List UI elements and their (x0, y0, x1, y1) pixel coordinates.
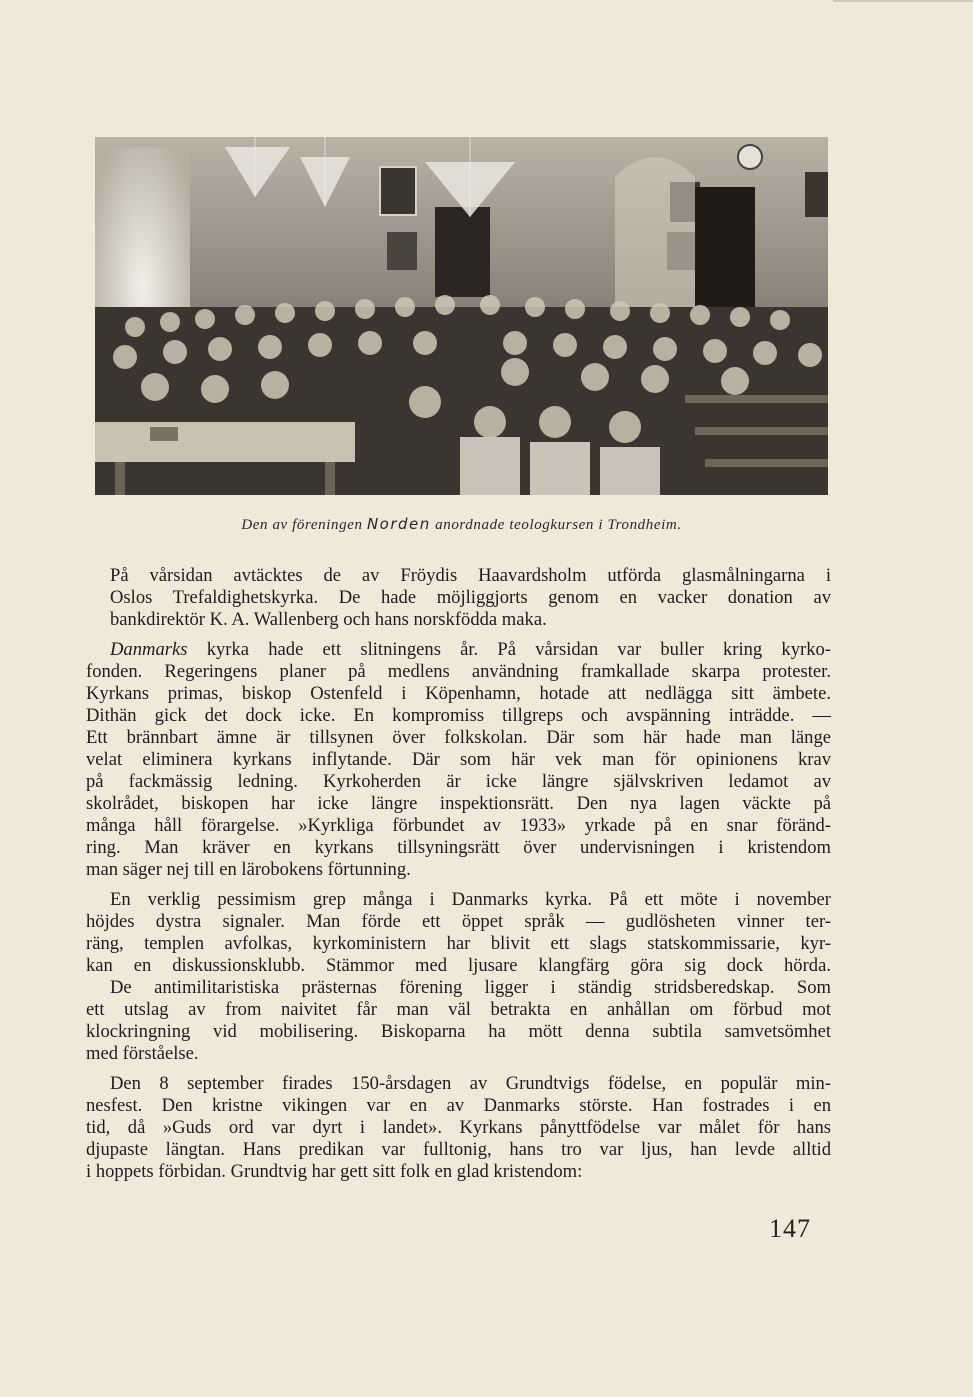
text-line: klockringning vid mobilisering. Biskoparna ha mött denna subtila samvetsömhet (86, 1021, 831, 1042)
text-line: fonden. Regeringens planer på medlens användning framkallade skarpa protester. (86, 661, 831, 682)
italic-lead-danmarks: Danmarks (110, 639, 188, 660)
text-line: Dithän gick det dock icke. En kompromiss tillgreps och avspänning inträdde. — (86, 705, 831, 726)
text-line: skolrådet, biskopen har icke längre inspektionsrätt. Den nya lagen väckte på (86, 793, 831, 814)
caption-tail: anordnade teologkursen i Trondheim. (430, 517, 682, 533)
paragraph-grundtvig (86, 1073, 831, 1183)
text-line: kan en diskussionsklubb. Stämmor med ljusare klangfärg göra sig dock hörda. (86, 955, 831, 976)
text-line: ett utslag av from naivitet får man väl betrakta en anhållan om förbud mot (86, 999, 831, 1020)
text-line-rest: kyrka hade ett slitningens år. På vårsidan var buller kring kyrko- (187, 639, 831, 660)
text-line: Den 8 september firades 150-årsdagen av Grundtvigs födelse, en populär min- (110, 1073, 831, 1094)
text-line: Oslos Trefaldighetskyrka. De hade möjliggjorts genom en vacker donation av (110, 587, 831, 608)
text-line: man säger nej till en lärobokens förtunning. (86, 859, 411, 880)
text-line: höjdes dystra signaler. Man förde ett öppet språk — gudlösheten vinner ter- (86, 911, 831, 932)
text-line: En verklig pessimism grep många i Danmarks kyrka. På ett möte i november (110, 889, 831, 910)
text-line: på fackmässig ledning. Kyrkoherden är icke längre självskriven ledamot av (86, 771, 831, 792)
caption-lead: Den av föreningen (241, 517, 367, 533)
paragraph-danmarks-kyrka (86, 639, 831, 881)
text-line (86, 639, 831, 661)
photo-caption (95, 515, 828, 534)
text-line: räng, templen avfolkas, kyrkoministern har blivit ett slags statskommissarie, kyr- (86, 933, 831, 954)
page-number: 147 (769, 1214, 811, 1243)
photo-illustration (95, 137, 828, 495)
article-body (86, 565, 831, 1191)
photograph-teologkursen (95, 137, 828, 495)
text-line: velat eliminera kyrkans inflytande. Där som här vek man för opinionens krav (86, 749, 831, 770)
caption-name: Norden (366, 515, 431, 533)
text-line: med förståelse. (86, 1043, 199, 1064)
paragraph-glasmalningar (86, 565, 831, 631)
text-line: bankdirektör K. A. Wallenberg och hans norskfödda maka. (110, 609, 547, 630)
text-line: djupaste längtan. Hans predikan var fulltonig, hans tro var ljus, han levde alltid (86, 1139, 831, 1160)
text-line: ring. Man kräver en kyrkans tillsyningsrätt över undervisningen i kristendom (86, 837, 831, 858)
paragraph-pessimism (86, 889, 831, 1065)
text-line: På vårsidan avtäcktes de av Fröydis Haavardsholm utförda glasmålningarna i (110, 565, 831, 586)
text-line: i hoppets förbidan. Grundtvig har gett sitt folk en glad kristendom: (86, 1161, 583, 1182)
text-line: många håll förargelse. »Kyrkliga förbundet av 1933» yrkade på en snar föränd- (86, 815, 831, 836)
text-line: tid, då »Guds ord var dyrt i landet». Kyrkans pånyttfödelse var målet för hans (86, 1117, 831, 1138)
text-line: Ett brännbart ämne är tillsynen över folkskolan. Där som här hade man länge (86, 727, 831, 748)
text-line: Kyrkans primas, biskop Ostenfeld i Köpenhamn, hotade att nedlägga sitt ämbete. (86, 683, 831, 704)
text-line: De antimilitaristiska prästernas förening ligger i ständig stridsberedskap. Som (110, 977, 831, 998)
text-line: nesfest. Den kristne vikingen var en av Danmarks störste. Han fostrades i en (86, 1095, 831, 1116)
page-edge-line (833, 0, 973, 2)
